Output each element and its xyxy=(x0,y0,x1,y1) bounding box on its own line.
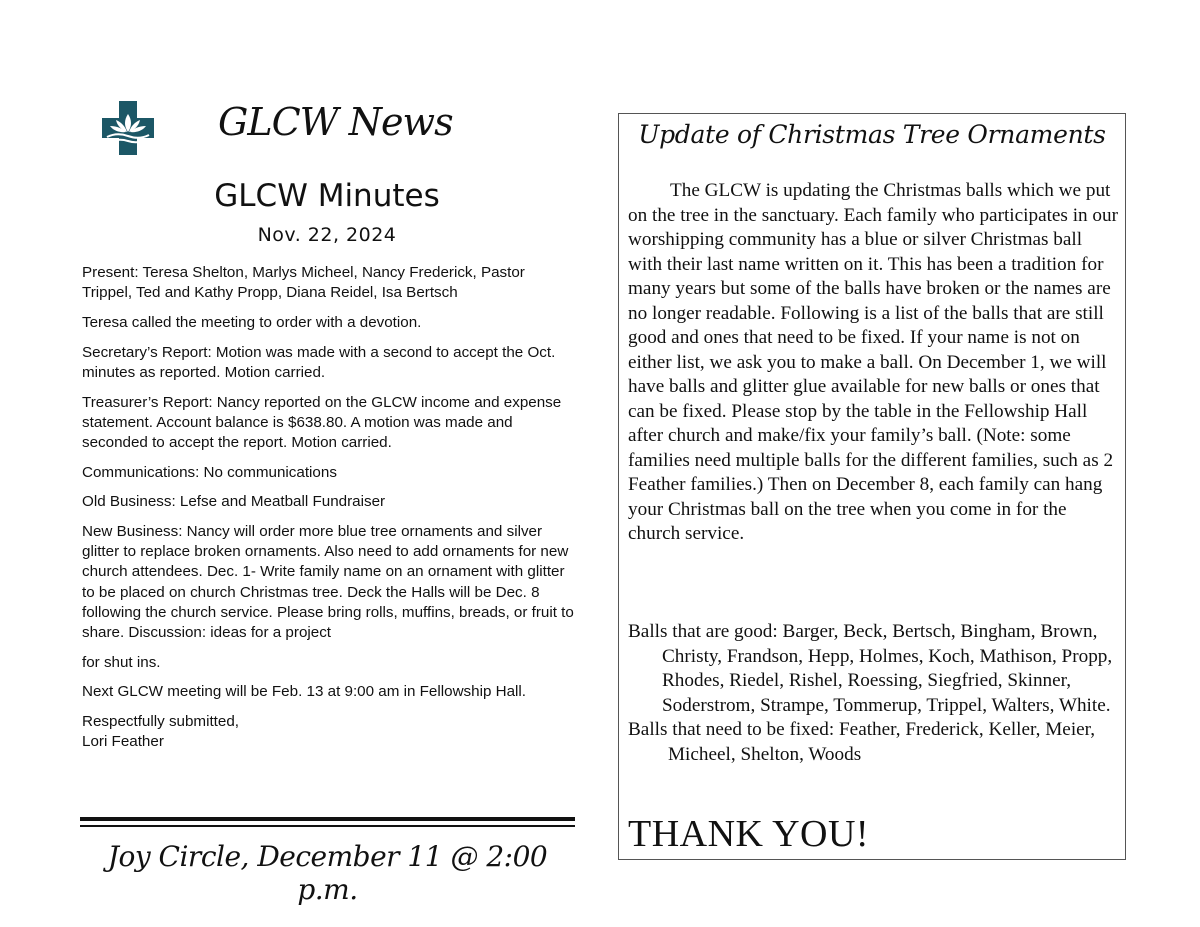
divider-thin xyxy=(80,825,575,827)
next-meeting-paragraph: Next GLCW meeting will be Feb. 13 at 9:00 am in Fellowship Hall. xyxy=(82,683,526,701)
present-paragraph: Present: Teresa Shelton, Marlys Micheel, Nancy Frederick, Pastor Trippel, Ted and Kathy Propp, Diana Reidel, Isa Bertsch xyxy=(82,264,525,302)
ornament-update-body: The GLCW is updating the Christmas balls which we put on the tree in the sanctuary. Each family who participates in our worshipping community has a blue or silver Christmas ball with their last name written on it. This has been a tradition for many years but some of the balls have broken or the names are no longer readable. Following is a list of the balls that are still good and ones that need to be fixed. If your name is not on either list, we ask you to make a ball. On December 1, we will have balls and glitter glue available for new balls or ones that can be fixed. Please stop by the table in the Fellowship Hall after church and make/fix your family’s ball. (Note: some families need multiple balls for the different families, such as 2 Feather families.) Then on December 8, each family can hang your Christmas ball on the tree when you come in for the church service. xyxy=(628,180,1118,544)
secretary-report-paragraph: Secretary’s Report: Motion was made with a second to accept the Oct. minutes as reported. Motion carried. xyxy=(82,343,556,381)
newsletter-title: GLCW News xyxy=(218,100,453,144)
thank-you-text: THANK YOU! xyxy=(628,813,870,855)
minutes-heading: GLCW Minutes xyxy=(214,178,440,214)
joy-circle-announcement: Joy Circle, December 11 @ 2:00 p.m. xyxy=(107,840,548,906)
balls-to-fix-list: Balls that need to be fixed: Feather, Frederick, Keller, Meier, Micheel, Shelton, Woods xyxy=(628,719,1096,765)
call-to-order-paragraph: Teresa called the meeting to order with a devotion. xyxy=(82,313,422,331)
signoff: Respectfully submitted, xyxy=(82,713,240,731)
minutes-date: Nov. 22, 2024 xyxy=(257,224,397,246)
balls-lists xyxy=(628,620,1123,767)
old-business-paragraph: Old Business: Lefse and Meatball Fundraiser xyxy=(82,493,386,511)
divider-thick xyxy=(80,817,575,821)
balls-good-list: Balls that are good: Barger, Beck, Bertsch, Bingham, Brown, Christy, Frandson, Hepp, Holmes, Koch, Mathison, Propp, Rhodes, Riedel, Rishel, Roessing, Siegfried, Skinner, Soderstrom, Strampe, Tommerup, Trippel, Walters, White. xyxy=(628,621,1113,716)
signature-name: Lori Feather xyxy=(82,733,164,751)
minutes-body xyxy=(82,263,577,762)
new-business-continued-paragraph: for shut ins. xyxy=(82,653,161,671)
ornament-update-title: Update of Christmas Tree Ornaments xyxy=(638,120,1106,149)
treasurer-report-paragraph: Treasurer’s Report: Nancy reported on the GLCW income and expense statement. Account balance is $638.80. A motion was made and seconded to accept the report. Motion carried. xyxy=(82,393,562,451)
communications-paragraph: Communications: No communications xyxy=(82,463,337,481)
cross-lotus-logo-icon xyxy=(102,101,154,155)
new-business-paragraph: New Business: Nancy will order more blue tree ornaments and silver glitter to replace broken ornaments. Also need to add ornaments for new church attendees. Dec. 1- Write family name on an ornament with glitter to be placed on church Christmas tree. Deck the Halls will be Dec. 8 following the church service. Please bring rolls, muffins, breads, or fruit to share. Discussion: ideas for a project xyxy=(82,523,574,642)
